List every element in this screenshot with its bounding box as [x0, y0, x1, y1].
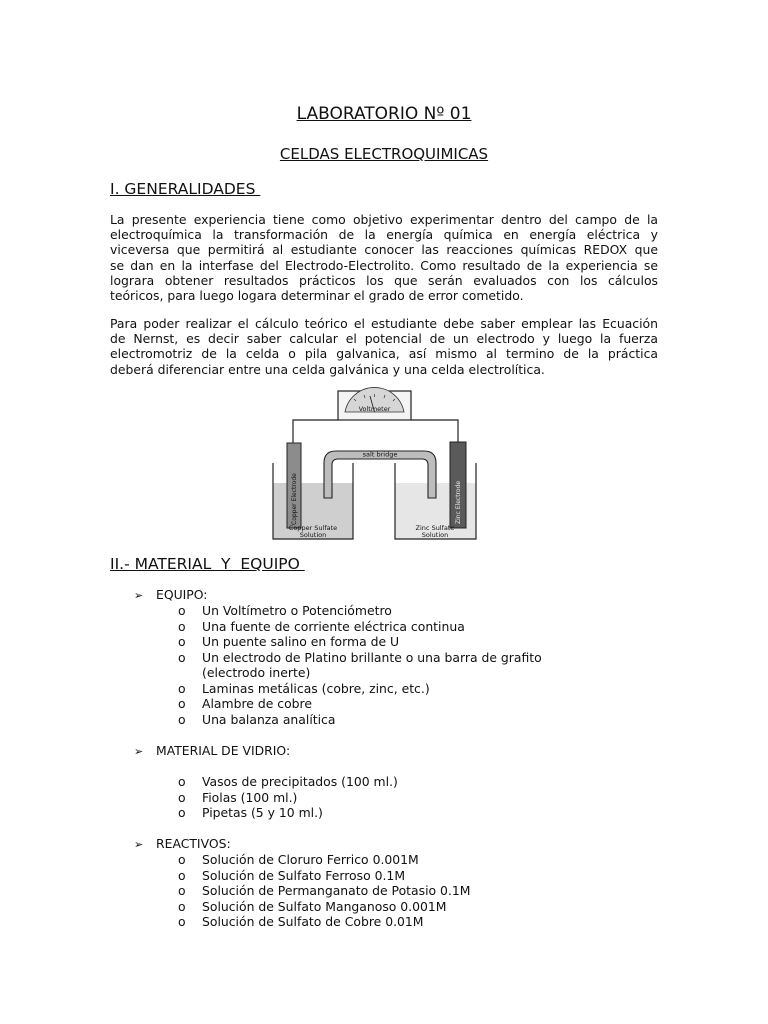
circle-bullet-icon: o [178, 774, 186, 789]
zinc-electrode-label: Zinc Electrode [455, 480, 462, 524]
circle-bullet-icon: o [178, 914, 186, 929]
section-heading-material: II.- MATERIAL Y EQUIPO [110, 555, 305, 573]
circle-bullet-icon: o [178, 696, 186, 711]
circle-bullet-icon: o [178, 649, 186, 665]
text-line: deberá diferenciar entre una celda galvánica y una celda electrolítica. [110, 361, 545, 377]
list-item: o Un puente salino en forma de U [178, 634, 400, 649]
list-item: o Solución de Sulfato Manganoso 0.001M [178, 898, 447, 914]
reactivos-list [178, 852, 470, 930]
right-solution-label-1: Zinc Sulfate [415, 524, 455, 532]
salt-bridge-label: salt bridge [362, 450, 398, 459]
text-line: teóricos, para luego logara determinar el grado de error cometido. [110, 288, 524, 304]
circle-bullet-icon: o [178, 898, 186, 914]
text-line: Para poder realizar el cálculo teórico el estudiante debe saber emplear las Ecuación [110, 316, 658, 331]
circle-bullet-icon: o [178, 805, 186, 820]
list-heading-reactivos [134, 836, 231, 852]
text-line: se dan en la interfase del Electrodo-Electrolito. Como resultado de la experiencia se [110, 257, 658, 273]
list-heading-label: EQUIPO: [156, 587, 208, 602]
equipo-list [178, 603, 542, 727]
text-line: electromotriz de la celda o pila galvanica, así mismo al termino de la práctica [110, 346, 658, 362]
circle-bullet-icon: o [178, 711, 186, 727]
list-heading-equipo [134, 587, 208, 603]
list-item: o Pipetas (5 y 10 ml.) [178, 805, 323, 820]
arrow-bullet-icon: ➢ [134, 838, 144, 851]
voltmeter-label: Voltmeter [358, 405, 391, 413]
arrow-bullet-icon: ➢ [134, 589, 144, 602]
list-item: o Solución de Cloruro Ferrico 0.001M [178, 852, 419, 867]
list-item: o Fiolas (100 ml.) [178, 789, 298, 805]
list-heading-vidrio [134, 743, 290, 759]
list-item: o Un Voltímetro o Potenciómetro [178, 603, 392, 618]
list-heading-label: REACTIVOS: [156, 836, 231, 851]
circle-bullet-icon: o [178, 883, 186, 898]
list-item: o Solución de Permanganato de Potasio 0.1M [178, 883, 471, 898]
right-solution-label-2: Solution [421, 531, 449, 539]
text-line: viceversa que permitirá al estudiante conocer las reacciones químicas REDOX que [110, 242, 658, 258]
list-item: o Laminas metálicas (cobre, zinc, etc.) [178, 680, 430, 696]
page-subtitle: CELDAS ELECTROQUIMICAS [279, 145, 489, 163]
list-item: o Una balanza analítica [178, 711, 336, 727]
list-item: o Solución de Sulfato de Cobre 0.01M [178, 914, 424, 929]
text-line: de Nernst, es decir saber calcular el potencial de un electrodo y luego la fuerza [110, 331, 658, 347]
left-solution-label-1: Copper Sulfate [288, 524, 338, 532]
list-heading-label: MATERIAL DE VIDRIO: [156, 743, 291, 758]
text-line: electroquímica la transformación de la energía química en energía eléctrica y [110, 227, 658, 243]
circle-bullet-icon: o [178, 789, 186, 805]
list-item: o Una fuente de corriente eléctrica continua [178, 618, 465, 634]
text-line: La presente experiencia tiene como objetivo experimentar dentro del campo de la [110, 212, 658, 227]
left-solution-label-2: Solution [299, 531, 327, 539]
list-item: o Solución de Sulfato Ferroso 0.1M [178, 867, 406, 883]
circle-bullet-icon: o [178, 852, 186, 867]
circle-bullet-icon: o [178, 680, 186, 696]
circle-bullet-icon: o [178, 618, 186, 634]
section-heading-generalidades: I. GENERALIDADES [110, 180, 261, 198]
wire-left [293, 420, 338, 446]
circle-bullet-icon: o [178, 634, 186, 649]
circle-bullet-icon: o [178, 867, 186, 883]
page-title: LABORATORIO Nº 01 [296, 104, 472, 124]
list-item: o Alambre de cobre [178, 696, 312, 711]
list-item-continuation: (electrodo inerte) [202, 665, 311, 680]
copper-electrode-label: Copper Electrode [291, 473, 298, 525]
text-line: lograra obtener resultados prácticos los que serán evaluados con los cálculos [110, 272, 658, 288]
vidrio-list [178, 774, 398, 821]
paragraph-objetivo [110, 212, 658, 303]
paragraph-nernst [110, 316, 658, 377]
list-item: o Vasos de precipitados (100 ml.) [178, 774, 398, 789]
list-item: o Un electrodo de Platino brillante o una barra de grafito (electrodo inerte) [178, 649, 542, 680]
galvanic-cell-diagram [262, 385, 484, 545]
arrow-bullet-icon: ➢ [134, 745, 144, 758]
circle-bullet-icon: o [178, 603, 186, 618]
